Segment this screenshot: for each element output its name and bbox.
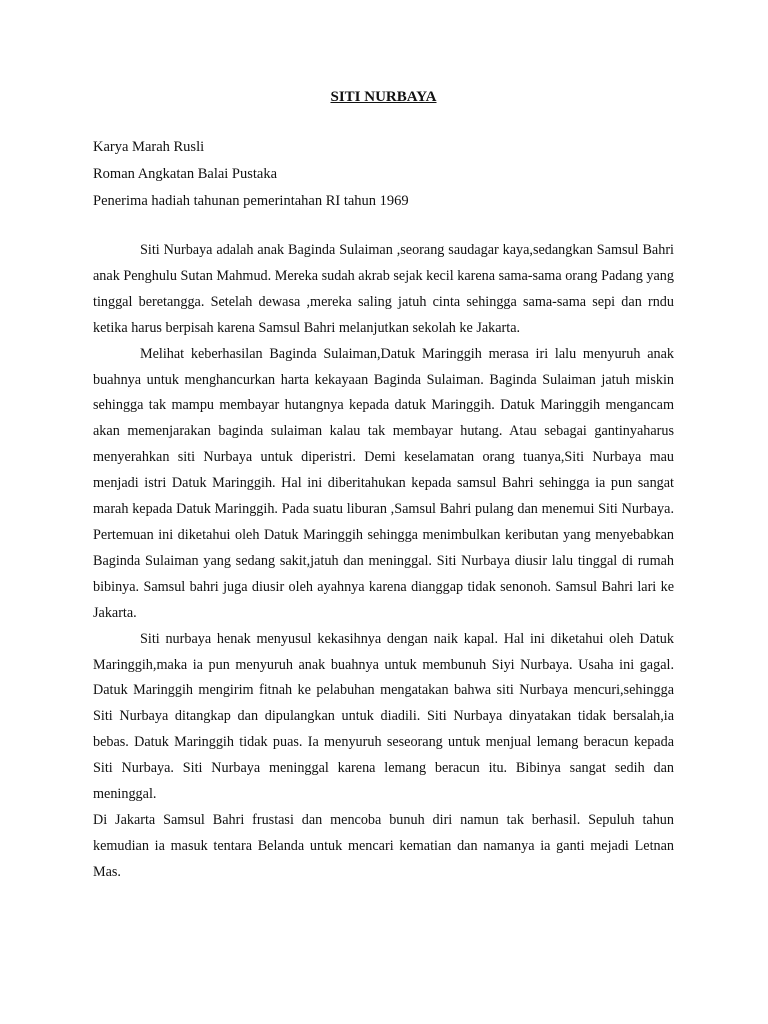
meta-genre: Roman Angkatan Balai Pustaka xyxy=(93,166,278,182)
document-title: SITI NURBAYA xyxy=(330,89,437,105)
document-meta xyxy=(93,134,674,215)
paragraph-2: Melihat keberhasilan Baginda Sulaiman,Datuk Maringgih merasa iri lalu menyuruh anak buahnya untuk menghancurkan harta kekayaan Baginda Sulaiman. Baginda Sulaiman jatuh miskin sehingga tak mampu membayar hutangnya kepada datuk Maringgih. Datuk Maringgih mengancam akan memenjarakan baginda sulaiman kalau tak membayar hutang. Atau sebagai gantinyaharus menyerahkan siti Nurbaya untuk diperistri. Demi keselamatan orang tuanya,Siti Nurbaya mau menjadi istri Datuk Maringgih. Hal ini diberitahukan kepada samsul Bahri sehingga ia pun sangat marah kepada Datuk Maringgih. Pada suatu liburan ,Samsul Bahri pulang dan menemui Siti Nurbaya. Pertemuan ini diketahui oleh Datuk Maringgih sehingga menimbulkan keributan yang menyebabkan Baginda Sulaiman yang sedang sakit,jatuh dan meninggal. Siti Nurbaya diusir lalu tinggal di rumah bibinya. Samsul bahri juga diusir oleh ayahnya karena dianggap tidak senonoh. Samsul Bahri lari ke Jakarta. xyxy=(93,345,674,621)
paragraph-1: Siti Nurbaya adalah anak Baginda Sulaiman ,seorang saudagar kaya,sedangkan Samsul Bahri anak Penghulu Sutan Mahmud. Mereka sudah akrab sejak kecil karena sama-sama orang Padang yang tinggal beretangga. Setelah dewasa ,mereka saling jatuh cinta sehingga sama-sama sepi dan rndu ketika harus berpisah karena Samsul Bahri melanjutkan sekolah ke Jakarta. xyxy=(93,242,674,336)
document-page xyxy=(93,86,674,886)
paragraph-closing: Di Jakarta Samsul Bahri frustasi dan mencoba bunuh diri namun tak berhasil. Sepuluh tahun kemudian ia masuk tentara Belanda untuk mencari kematian dan namanya ia ganti mejadi Letnan Mas. xyxy=(93,811,674,880)
meta-award: Penerima hadiah tahunan pemerintahan RI tahun 1969 xyxy=(93,193,409,209)
paragraph-3: Siti nurbaya henak menyusul kekasihnya dengan naik kapal. Hal ini diketahui oleh Datuk Maringgih,maka ia pun menyuruh anak buahnya untuk membunuh Siyi Nurbaya. Usaha ini gagal. Datuk Maringgih mengirim fitnah ke pelabuhan mengatakan bahwa siti Nurbaya mencuri,sehingga Siti Nurbaya ditangkap dan dipulangkan untuk diadili. Siti Nurbaya dinyatakan tidak bersalah,ia bebas. Datuk Maringgih tidak puas. Ia menyuruh seseorang untuk menjual lemang beracun kepada Siti Nurbaya. Siti Nurbaya meninggal karena lemang beracun itu. Bibinya sangat sedih dan meninggal. xyxy=(93,630,674,803)
meta-author: Karya Marah Rusli xyxy=(93,139,205,155)
